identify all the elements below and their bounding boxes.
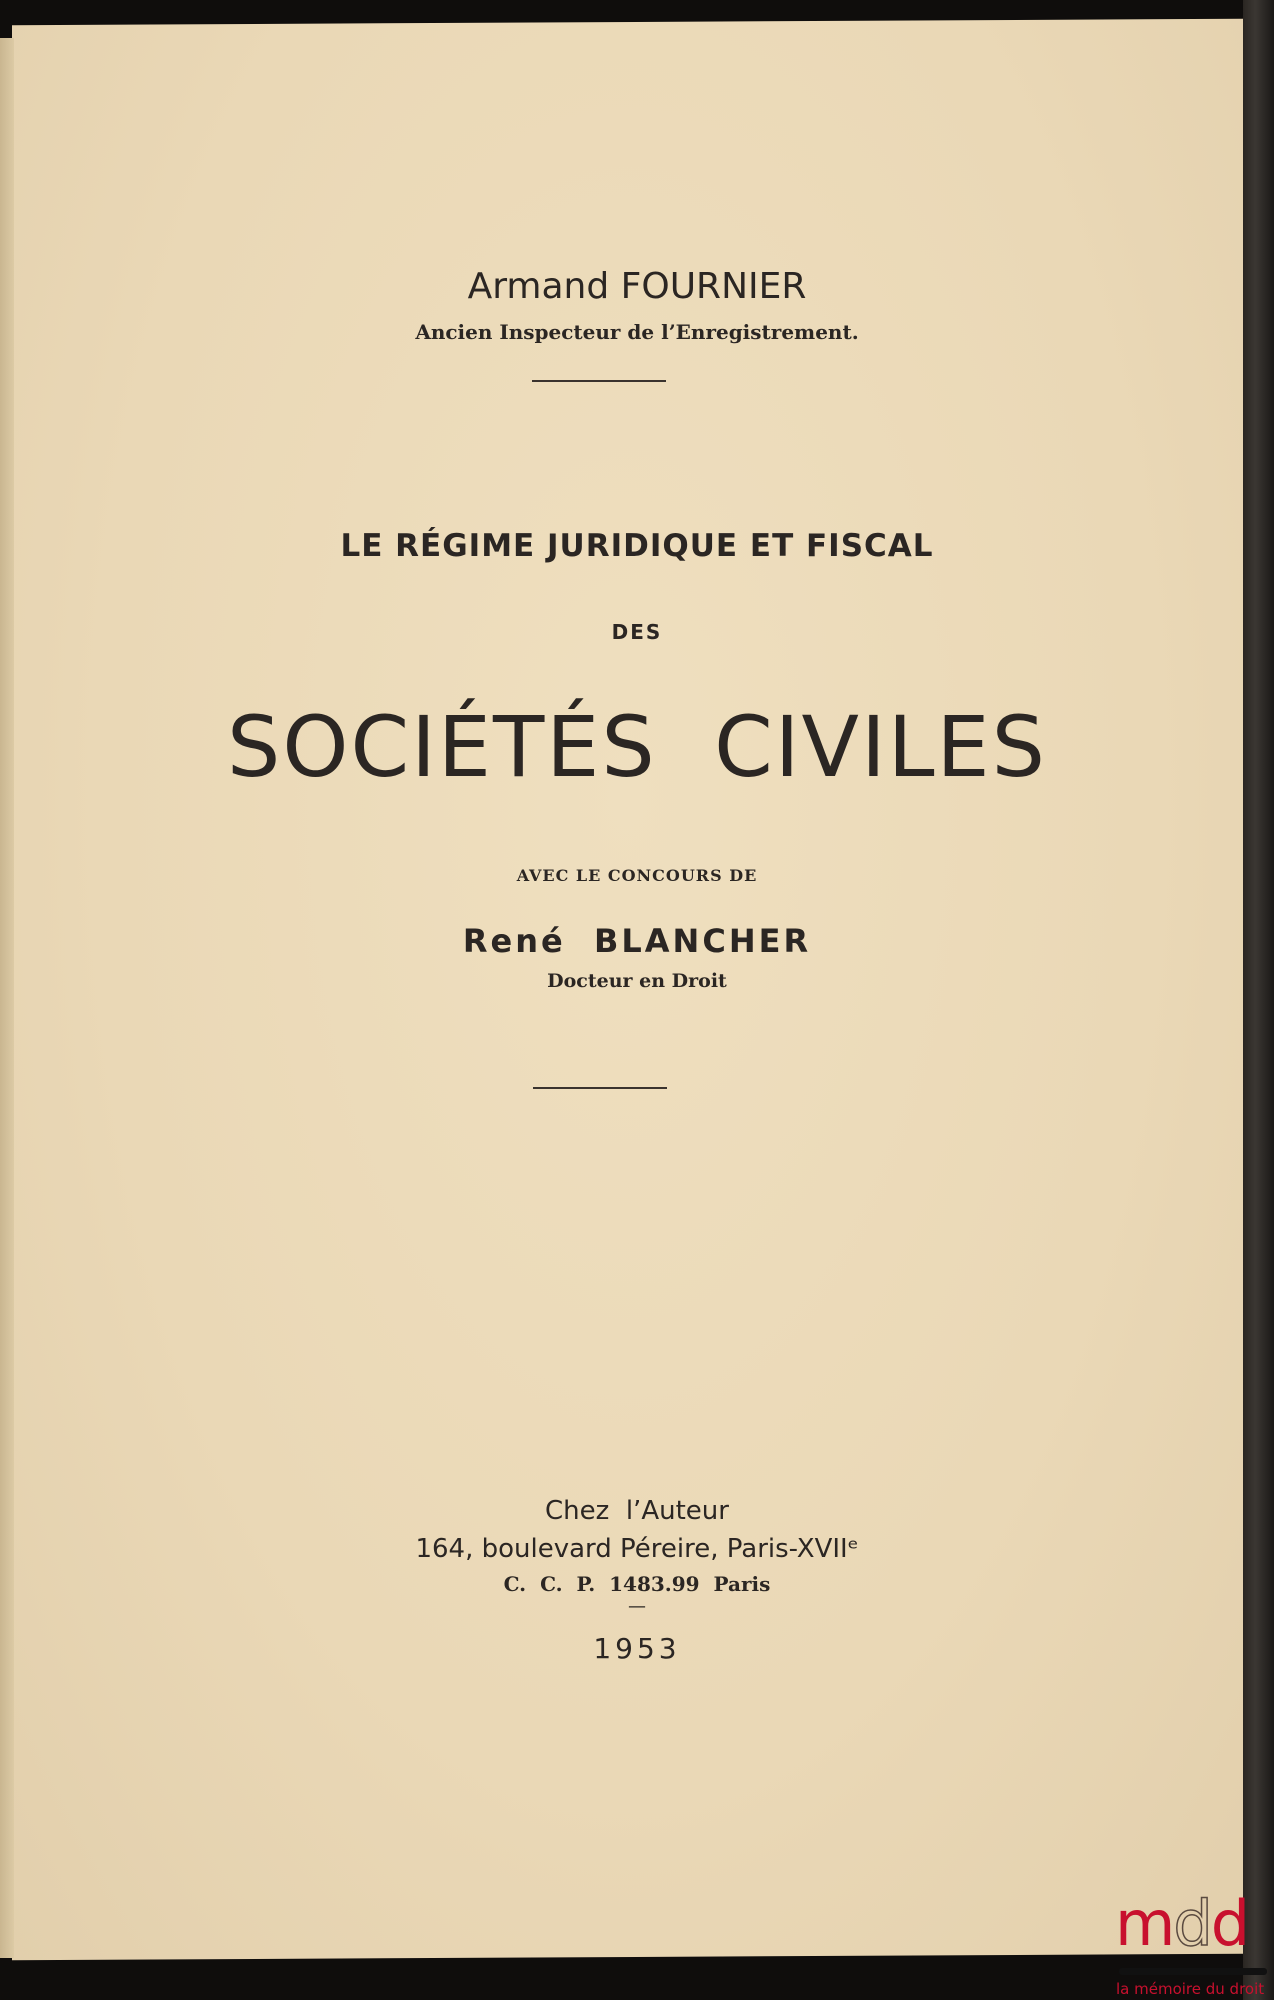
logo-d: d [1210, 1887, 1249, 1960]
publisher-line1: Chez l’Auteur [545, 1496, 729, 1526]
publication-year: 1953 [593, 1632, 681, 1665]
logo-m: m [1115, 1887, 1174, 1960]
collaborator-title: Docteur en Droit [547, 970, 727, 992]
main-title: SOCIÉTÉS CIVILES [227, 698, 1047, 796]
publisher-address: 164, boulevard Péreire, Paris-XVIIᵉ [415, 1534, 859, 1564]
title-connector: DES [611, 620, 663, 644]
divider-middle [533, 1087, 667, 1089]
collaborator-intro: AVEC LE CONCOURS DE [516, 866, 758, 885]
divider-top [532, 380, 666, 382]
publisher-dash: — [628, 1596, 646, 1617]
pre-title: LE RÉGIME JURIDIQUE ET FISCAL [340, 528, 934, 564]
logo-underline [1119, 1968, 1267, 1975]
collaborator-name: René BLANCHER [462, 922, 812, 960]
publisher-ccp: C. C. P. 1483.99 Paris [503, 1572, 771, 1596]
logo-d-outline: d [1173, 1887, 1211, 1960]
mdd-logo [1115, 1887, 1249, 1960]
author-name: Armand FOURNIER [467, 266, 807, 307]
logo-tagline: la mémoire du droit [1116, 1980, 1265, 1998]
author-title: Ancien Inspecteur de l’Enregistrement. [415, 320, 859, 344]
